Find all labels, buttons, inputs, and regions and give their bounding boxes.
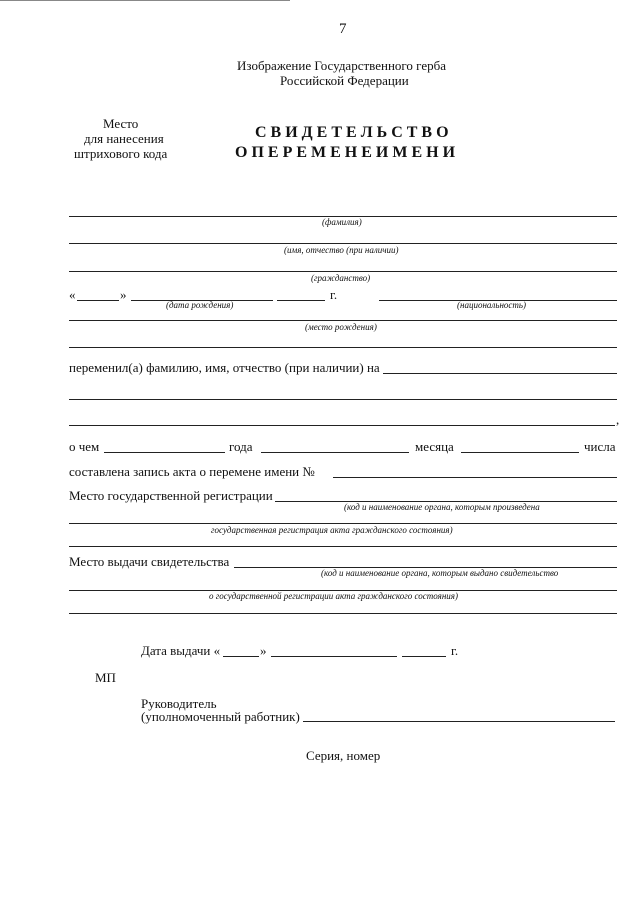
changed-name-label: переменил(а) фамилию, имя, отчество (при наличии) на xyxy=(69,360,380,375)
issue-organ-caption-2: о государственной регистрации акта гражданского состояния) xyxy=(209,591,458,601)
authorized-worker-label: (уполномоченный работник) xyxy=(141,709,300,724)
page-number: 7 xyxy=(339,21,347,37)
signature-line[interactable] xyxy=(303,721,615,722)
reg-place-line-2[interactable] xyxy=(69,523,617,524)
surname-caption: (фамилия) xyxy=(322,217,362,227)
new-name-comma: , xyxy=(616,412,620,427)
about-label: о чем xyxy=(69,439,100,454)
issue-year-abbr: г. xyxy=(451,643,459,658)
scan-top-rule xyxy=(0,0,290,1)
birth-date-caption: (дата рождения) xyxy=(166,300,234,310)
citizenship-caption: (гражданство) xyxy=(311,273,371,283)
issue-day-quote-close: » xyxy=(260,643,267,658)
emblem-caption-line2: Российской Федерации xyxy=(280,73,409,88)
record-month-line[interactable] xyxy=(261,452,409,453)
reg-organ-caption-2: государственная регистрация акта гражданского состояния) xyxy=(211,525,453,535)
issue-month-line[interactable] xyxy=(271,656,397,657)
birth-day-quote-close: » xyxy=(120,287,127,302)
record-year-line[interactable] xyxy=(104,452,225,453)
issue-day-line[interactable] xyxy=(223,656,259,657)
series-number-label: Серия, номер xyxy=(306,748,381,763)
reg-organ-caption-1: (код и наименование органа, которым произведена xyxy=(344,502,540,512)
birth-year-line[interactable] xyxy=(277,300,325,301)
issue-organ-caption-1: (код и наименование органа, которым выдано свидетельство xyxy=(321,568,559,578)
seal-place-label: МП xyxy=(95,670,116,685)
reg-place-label: Место государственной регистрации xyxy=(69,488,273,503)
day-word: числа xyxy=(584,439,616,454)
reg-place-line-3[interactable] xyxy=(69,546,617,547)
birth-day-quote-open: « xyxy=(69,287,76,302)
citizenship-line[interactable] xyxy=(69,271,617,272)
emblem-caption-line1: Изображение Государственного герба xyxy=(237,58,446,73)
month-word: месяца xyxy=(415,439,454,454)
nationality-caption: (национальность) xyxy=(457,300,526,310)
birth-place-caption: (место рождения) xyxy=(305,322,377,332)
birth-year-abbr: г. xyxy=(330,287,338,302)
barcode-place-line3: штрихового кода xyxy=(74,146,168,161)
new-name-line-3[interactable] xyxy=(69,425,615,426)
record-number-line[interactable] xyxy=(333,477,617,478)
issue-place-label: Место выдачи свидетельства xyxy=(69,554,230,569)
record-day-line[interactable] xyxy=(461,452,579,453)
name-caption: (имя, отчество (при наличии) xyxy=(284,245,399,255)
issue-year-line[interactable] xyxy=(402,656,446,657)
head-label: Руководитель xyxy=(141,696,217,711)
barcode-place-line2: для нанесения xyxy=(84,131,164,146)
birth-day-line[interactable] xyxy=(77,300,119,301)
title-line2: О П Е Р Е М Е Н Е И М Е Н И xyxy=(235,144,456,161)
issue-date-label: Дата выдачи « xyxy=(141,643,221,658)
record-number-label: составлена запись акта о перемене имени № xyxy=(69,464,315,479)
issue-place-line-3[interactable] xyxy=(69,613,617,614)
new-name-line-1[interactable] xyxy=(383,373,617,374)
birth-place-line[interactable] xyxy=(69,320,617,321)
new-name-line-2[interactable] xyxy=(69,399,617,400)
birth-place-line-2[interactable] xyxy=(69,347,617,348)
barcode-place-line1: Место xyxy=(103,116,139,131)
title-line1: С В И Д Е Т Е Л Ь С Т В О xyxy=(255,124,449,141)
year-word: года xyxy=(229,439,253,454)
name-line[interactable] xyxy=(69,243,617,244)
